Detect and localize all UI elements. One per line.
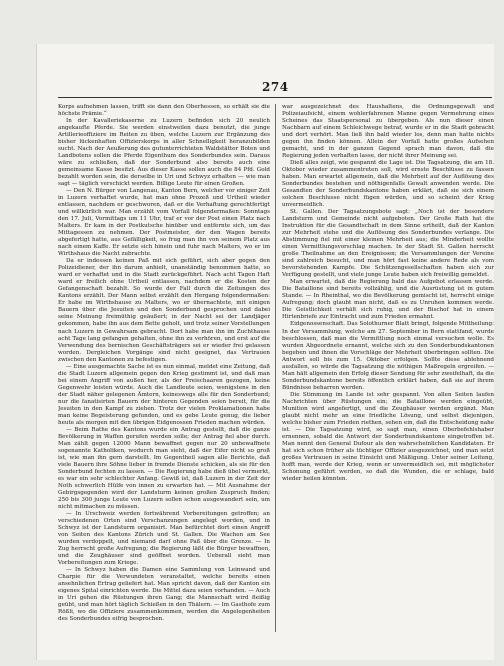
paragraph: Dieß alles zeigt, wie gespannt die Lage ist. Die Tagsatzung, die am 18. Oktober wieder zusammentreten soll, wird ernste Beschlüsse zu fassen haben. Man erwartet allgemein, daß die Mehrheit auf der Auflösung des Sonderbundes bestehen und nöthigenfalls Gewalt anwenden werde. Die Gesandten der Sonderbundskantone haben erklärt, daß sie sich einem solchen Beschlusse nicht fügen würden, und so scheint der Krieg unvermeidlich.: [282, 160, 494, 209]
page-number: 274: [262, 80, 289, 94]
paragraph: — Den N. Bürger von Langenau, Kanton Bern, welcher vor einiger Zeit in Luzern verhaftet wurde, hat man ohne Prozeß und Urtheil wieder entlassen, nachdem er geschworen, daß er die Verhaftung gerechtfertigt und willkürlich war. Man erzählt vom Vorfall folgendermaßen: Sonntags den 17. Juli, Vormittags um 11 Uhr, traf er vor der Post einen Platz nach Malters. Er kam in der Postkutsche hinüber und entfernte sich, um das Mittagessen zu nehmen. Der Postmeister, der den Wagen bereits abgefertigt hatte, aus Gefälligkeit, so frug man ihn von seinem Platz aus nach einem Kaffe. Er setzte sich hinein und fuhr nach Malters, wo er im Wirthshaus die Nacht zubrachte.: [58, 188, 270, 258]
column-divider: [275, 104, 276, 632]
paragraph: Da er indessen keinen Paß mit sich geführt, sich aber gegen den Polizeidiener, der ihn darum anhielt, unanständig benommen hatte, so ward er verhaftet und in die Stadt zurückgeführt. Nach acht Tagen Haft ward er freilich ohne Urtheil entlassen, nachdem er die Kosten der Gefangenschaft bezahlt. So wurde der Fall durch die Zeitungen des Kantons erzählt. Der Mann selbst erzählt den Hergang folgendermaßen: Er habe im Wirthshause zu Malters, wo er übernachtete, mit einigen Bauern über die Jesuiten und den Sonderbund gesprochen und dabei seine Meinung freimüthig geäußert; in der Nacht sei der Landjäger gekommen, habe ihn aus dem Bette geholt, und trotz seiner Vorstellungen nach Luzern in Gewahrsam gebracht. Dort habe man ihn im Zuchthause acht Tage lang gefangen gehalten, ohne ihn zu verhören, und erst auf die Verwendung des bernischen Geschäftsträgers sei er wieder frei gelassen worden. Dergleichen Vorgänge sind nicht geeignet, das Vertrauen zwischen den Kantonen zu befestigen.: [58, 258, 270, 363]
left-column: [58, 104, 270, 634]
paragraph-eidgenossenschaft: Eidgenossenschaft. Das Solothurner Blatt bringt, folgende Mittheilung: In der Versammlung, welche am 27. September in Bern stattfand, wurde beschlossen, daß man die Vermittlung noch einmal versuchen wolle. Es wurden Abgeordnete ernannt, welche sich zu den Sonderbundskantonen begeben und ihnen die Vorschläge der Mehrheit überbringen sollten. Die Antwort soll bis zum 15. Oktober erfolgen. Sollte diese ablehnend ausfallen, so würde die Tagsatzung die nöthigen Maßregeln ergreifen. — Man hält allgemein den Erfolg dieser Sendung für sehr zweifelhaft, da die Sonderbundskantone bereits öffentlich erklärt haben, daß sie auf ihrem Bündnisse beharren werden.: [282, 321, 494, 391]
right-column: [282, 104, 494, 634]
paragraph: — Eine ausgemachte Sache ist es nun einmal, meldet eine Zeitung, daß die Stadt Luzern allgemein gegen den Krieg gestimmt ist, und daß man bei einem Angriff von außen her, als der Freischaaren gezogen, keine Gegenwehr leisten würde. Auch die Landleute seien, wenigstens in den der Stadt näher gelegenen Ämtern, keineswegs alle für den Sonderbund; nur die fanatisirten Bauern der hinteren Gegenden seien bereit, für die Jesuiten in den Kampf zu ziehen. Trotz der vielen Proklamationen habe man keine Begeisterung gefunden, und es gebe Leute genug, die lieber heute als morgen mit den übrigen Eidgenossen Frieden machen würden.: [58, 363, 270, 426]
paragraph: Die Stimmung im Lande ist sehr gespannt. Von allen Seiten laufen Nachrichten über Rüstungen ein; die Bataillone werden eingeübt, Munition wird angefertigt, und die Zeughäuser werden ergänzt. Man glaubt nicht mehr an eine friedliche Lösung, und selbst diejenigen, welche bisher zum Frieden riethen, sehen ein, daß die Entscheidung nahe ist. — Die Tagsatzung wird, so sagt man, einen Oberbefehlshaber ernennen, sobald die Antwort der Sonderbundskantone eingetroffen ist. Man nennt den General Dufour als den wahrscheinlichen Kandidaten. Er hat sich schon früher als tüchtiger Offizier ausgezeichnet, und man setzt großes Vertrauen in seine Einsicht und Mäßigung. Unter seiner Leitung, hofft man, werde der Krieg, wenn er unvermeidlich sei, mit möglichster Schonung geführt werden, so daß die Wunden, die er schlage, bald wieder heilen könnten.: [282, 391, 494, 482]
paragraph: — In Urschweiz werden fortwährend Vorbereitungen getroffen; an verschiedenen Orten sind Verschanzungen angelegt worden, und in Schwyz ist der Landsturm organisirt. Man befürchtet dort einen Angriff von Seiten des Kantons Zürich und St. Gallen. Die Wachen am See wurden verdoppelt, und niemand darf ohne Paß über die Grenze. — In Zug herrscht große Aufregung; die Regierung läßt die Bürger bewaffnen, und die Zeughäuser sind geöffnet worden. Ueberall sieht man Vorbereitungen zum Kriege.: [58, 510, 270, 567]
paragraph: In der Kavalleriekaserne zu Luzern befinden sich 20 neulich angekaufte Pferde. Sie werden einstweilen dazu benutzt, die junge Artillerieoffiziere im Reiten zu üben, welche Luzern zur Ergänzung des bisher lückenhaften Offizierskorps in aller Schnelligkeit heranzubilden sucht. Nach der Aeußerung des gutunterrichteten Waldstätter Boten und Landbotens sollen die Pferde Eigenthum des Sonderbundes sein. Daraus wäre zu schließen, daß der Sonderbund also bereits auch eine gemeinsame Kasse besitzt. Aus dieser Kasse sollen auch die 84 Pfd. Gold bezahlt worden sein, die derselbe in Uri und Schwyz erhalten — wie man sagt — täglich verschickt werden. Billige Leute für einen Großen.: [58, 118, 270, 188]
header-rule: [58, 97, 492, 98]
paragraph: war ausgezeichnet des Haushaltens, die Ordnungsgewalt und Polizeiaufsicht, einem wohlerfahrenen Manne gegen Vermehrung eines Scheines das Staatspersonal zu übergeben. Als nun dieser einen Nachbarn auf einem Schleichwege betraf, wurde er in die Stadt gebracht und dort verhört. Man ließ ihn bald wieder los, denn man hatte nichts gegen ihn finden können. Allein der Vorfall hatte großes Aufsehen gemacht, und in der ganzen Gegend sprach man davon, daß die Regierung jeden verhaften lasse, der nicht ihrer Meinung sei.: [282, 104, 494, 160]
paragraph: — Beim Rathe des Kantons wurde ein Antrag gestellt, daß die ganze Bevölkerung in Waffen gerufen werden solle; der Antrag fiel aber durch. Man zählt gegen 12000 Mann bewaffnet gegen nur 20 unbewaffnete sogenannte Katholiken, wodurch man sieht, daß der Eifer nicht so groß ist, wie man ihn gern darstellt. Im Gegentheil sagen alle Berichte, daß viele Bauern ihre Söhne lieber in fremde Dienste schicken, als sie für den Sonderbund fechten zu lassen. — Die Regierung habe dieß übel vermerkt, es war ein sehr schlechter Anfang. Gewiß ist, daß Luzern in der Zeit der Noth schwerlich Hülfe von innen zu erwarten hat. — Mit Ausnahme der Gebirgsgegenden wird der Landsturm keinen großen Zuspruch finden; 250 bis 300 junge Leute von Luzern sollen schon ausgewandert sein, um nicht mitmachen zu müssen.: [58, 426, 270, 510]
paragraph: Korps aufnehmen lassen, trifft sie dann den Oberhessen, so erhält sie die höchste Prämie.“: [58, 104, 270, 118]
paragraph-st-gallen: St. Gallen. Der Tagsatzungsbote sagt: „Noch ist der besondere Landsturm und Gemeinde nicht aufgeboten. Der Große Rath hat die Instruktion für die Gesandtschaft in dem Sinne ertheilt, daß der Kanton zur Mehrheit stehe und die Auflösung des Sonderbundes verlange. Die Abstimmung fiel mit einer kleinen Mehrheit aus; die Minderheit wollte einen Vermittlungsvorschlag machen. In der Stadt St. Gallen herrscht große Theilnahme an den Ereignissen; die Versammlungen der Vereine sind zahlreich besucht, und man hört fast keine andere Rede als vom bevorstehenden Kampfe. Die Schützengesellschaften haben sich zur Verfügung gestellt, und viele junge Leute haben sich freiwillig gemeldet.: [282, 209, 494, 279]
paragraph: Man erwartet, daß die Regierung bald das Aufgebot erlassen werde. Die Bataillone sind bereits vollzählig, und die Ausrüstung ist in gutem Stande. — In Rheinthal, wo die Bevölkerung gemischt ist, herrscht einige Aufregung; doch glaubt man nicht, daß es zu Unruhen kommen werde. Die Geistlichkeit verhält sich ruhig, und der Bischof hat in einem Hirtenbriefe zur Eintracht und zum Frieden ermahnt.: [282, 279, 494, 321]
paragraph: — In Schwyz haben die Damen eine Sammlung von Leinwand und Charpie für die Verwundeten veranstaltet, welche bereits einen ansehnlichen Ertrag geliefert hat. Man spricht davon, daß der Kanton ein eigenes Spital einrichten werde. Die Mittel dazu seien vorhanden. — Auch in Uri gehen die Rüstungen ihren Gang; die Mannschaft wird fleißig geübt, und man hört täglich Schießen in den Thälern. — Im Gasthofe zum Rößli, wo die Offiziere zusammenkommen, werden die Angelegenheiten des Sonderbundes eifrig besprochen.: [58, 567, 270, 623]
